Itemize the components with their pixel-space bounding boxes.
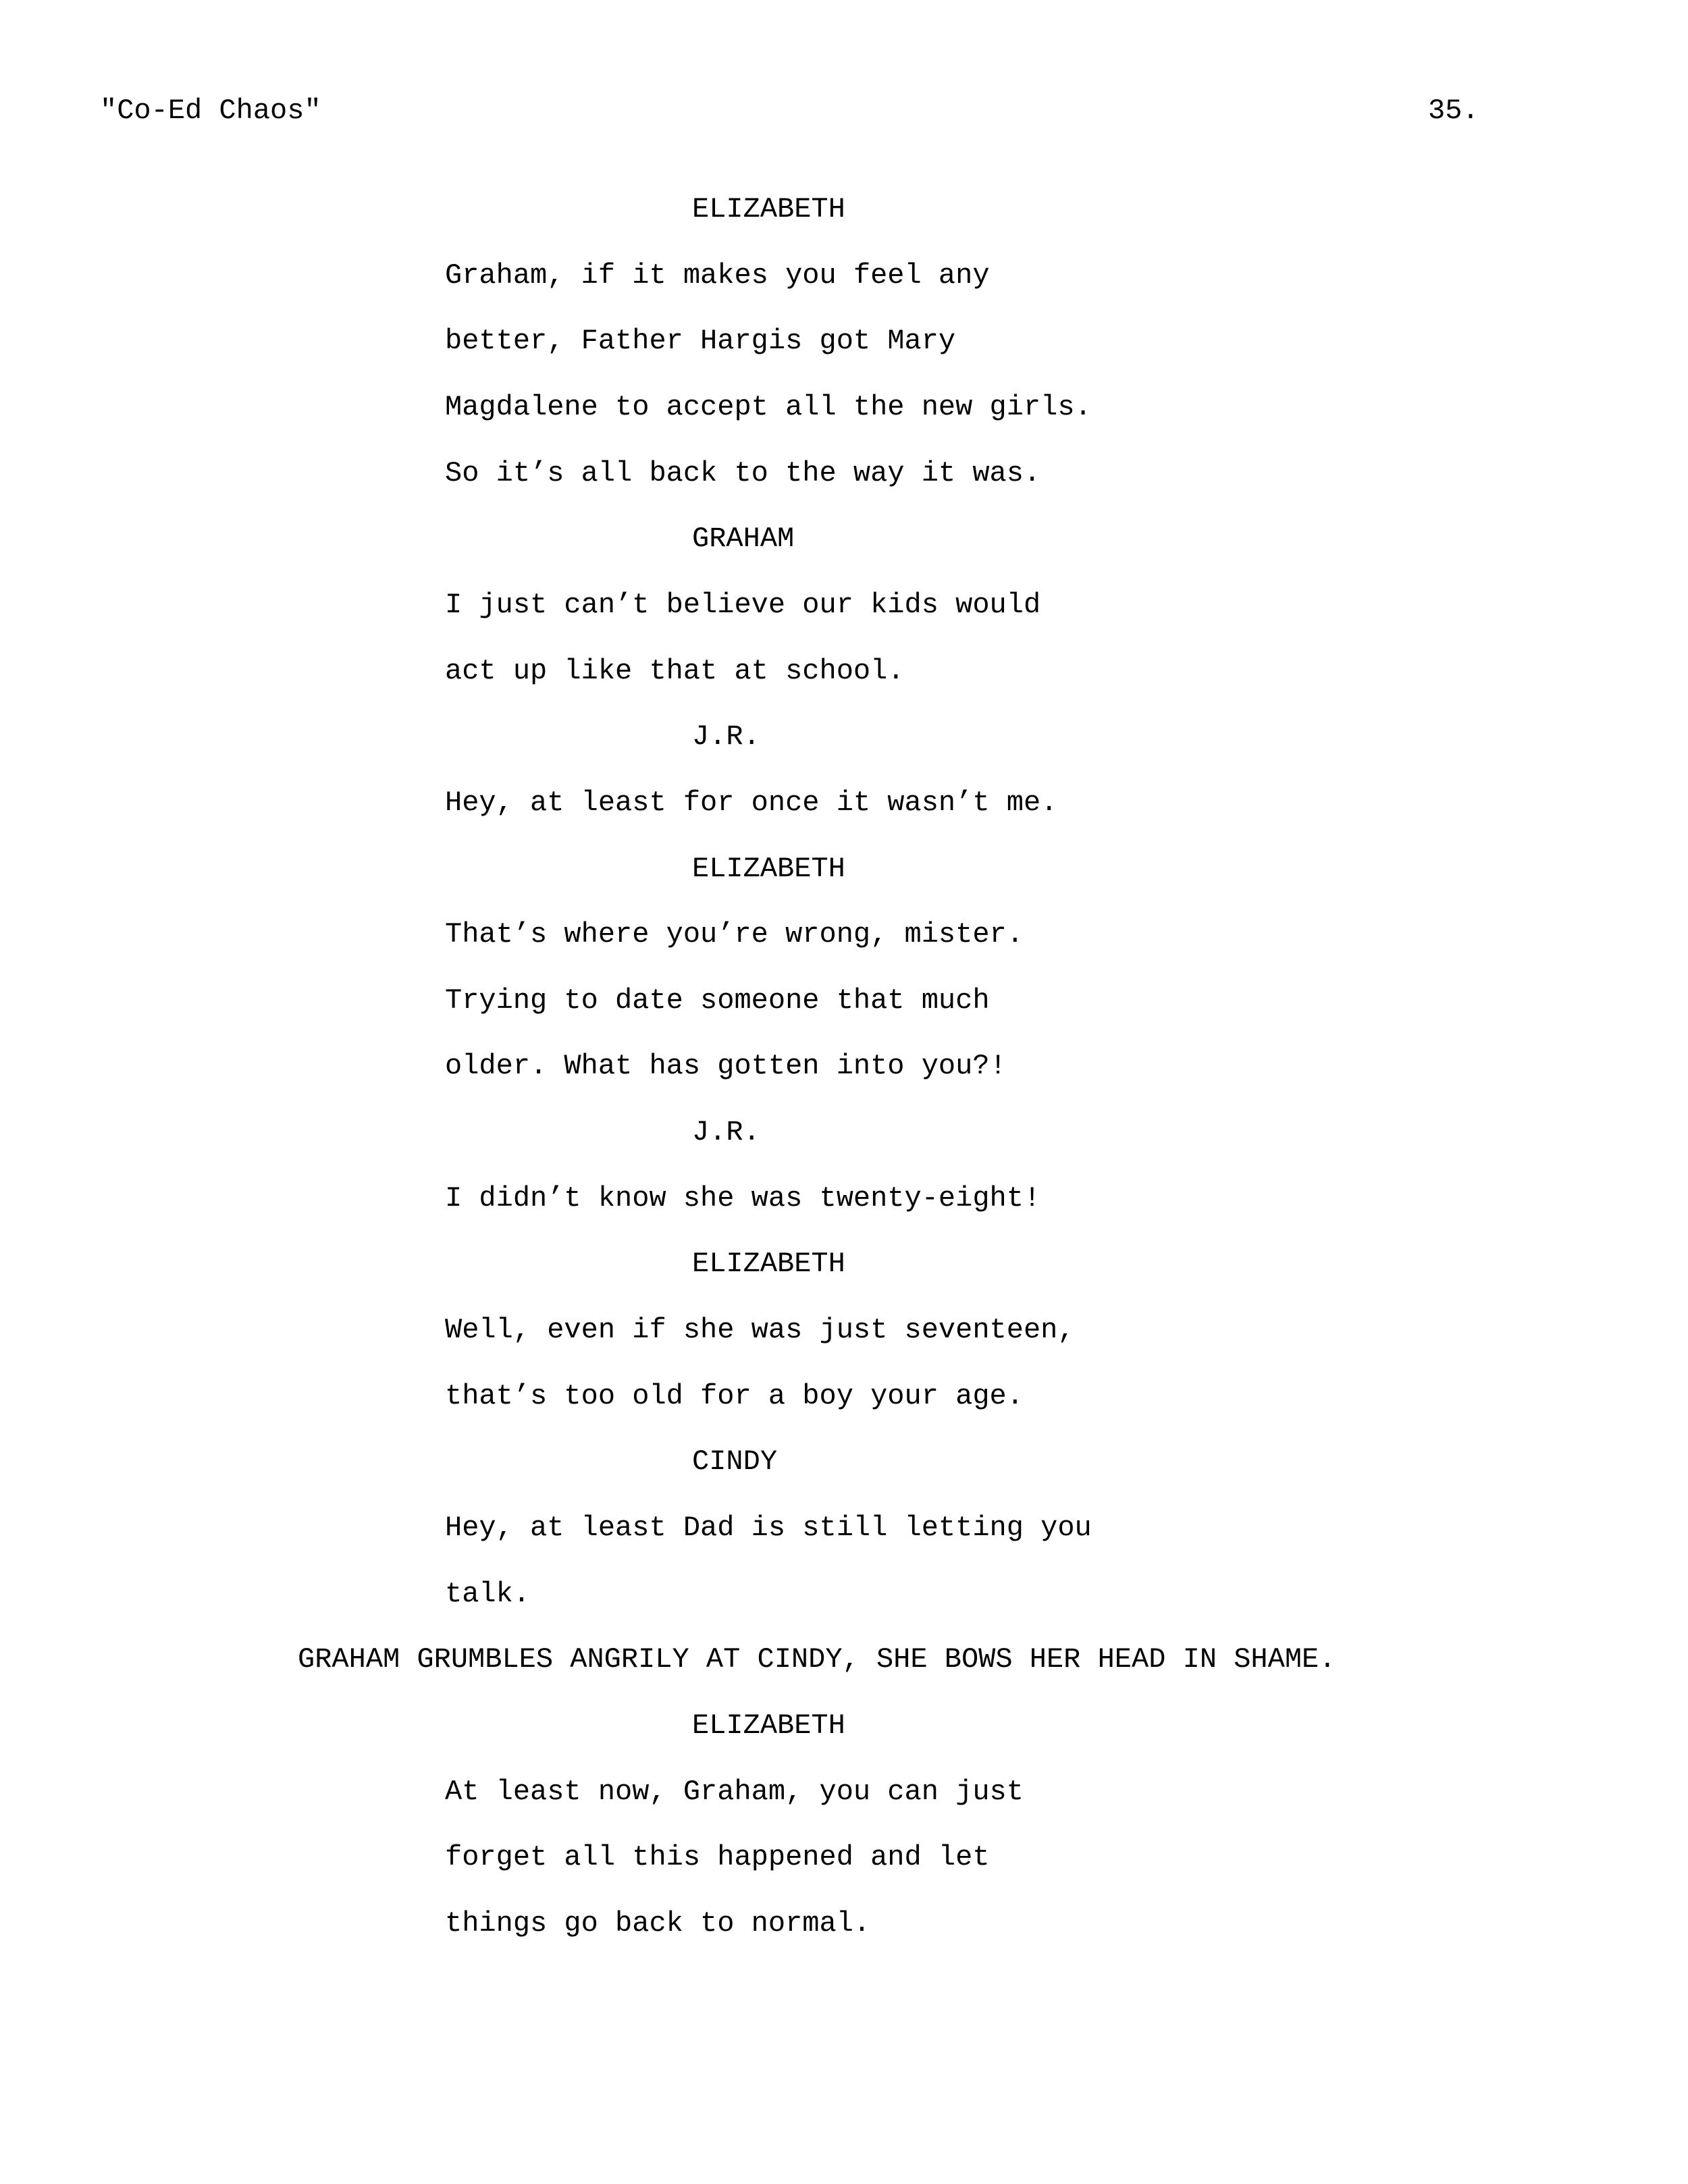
character-name: GRAHAM [692,523,795,555]
character-name: J.R. [692,720,760,753]
dialogue-line: Hey, at least for once it wasn’t me. [445,787,1058,819]
dialogue-line: I didn’t know she was twenty-eight! [445,1182,1041,1215]
dialogue-line: Trying to date someone that much [445,984,990,1017]
dialogue-line: Hey, at least Dad is still letting you [445,1512,1092,1544]
character-name: ELIZABETH [692,853,845,885]
character-name: ELIZABETH [692,193,845,225]
script-title: "Co-Ed Chaos" [100,95,321,127]
dialogue-line: things go back to normal. [445,1907,871,1940]
dialogue-line: talk. [445,1578,531,1610]
character-name: J.R. [692,1116,760,1148]
dialogue-line: Well, even if she was just seventeen, [445,1314,1075,1346]
character-name: ELIZABETH [692,1248,845,1280]
action-line: GRAHAM GRUMBLES ANGRILY AT CINDY, SHE BOWS HER HEAD IN SHAME. [298,1643,1336,1676]
character-name: CINDY [692,1445,778,1478]
dialogue-line: Magdalene to accept all the new girls. [445,391,1092,423]
dialogue-line: That’s where you’re wrong, mister. [445,918,1024,951]
dialogue-line: So it’s all back to the way it was. [445,457,1041,489]
dialogue-line: At least now, Graham, you can just [445,1776,1024,1808]
dialogue-line: I just can’t believe our kids would [445,589,1041,621]
character-name: ELIZABETH [692,1709,845,1742]
dialogue-line: forget all this happened and let [445,1841,990,1873]
dialogue-line: better, Father Hargis got Mary [445,325,956,357]
dialogue-line: Graham, if it makes you feel any [445,259,990,292]
dialogue-line: act up like that at school. [445,655,905,687]
page-number: 35. [1428,95,1479,127]
dialogue-line: that’s too old for a boy your age. [445,1380,1024,1412]
dialogue-line: older. What has gotten into you?! [445,1050,1007,1082]
